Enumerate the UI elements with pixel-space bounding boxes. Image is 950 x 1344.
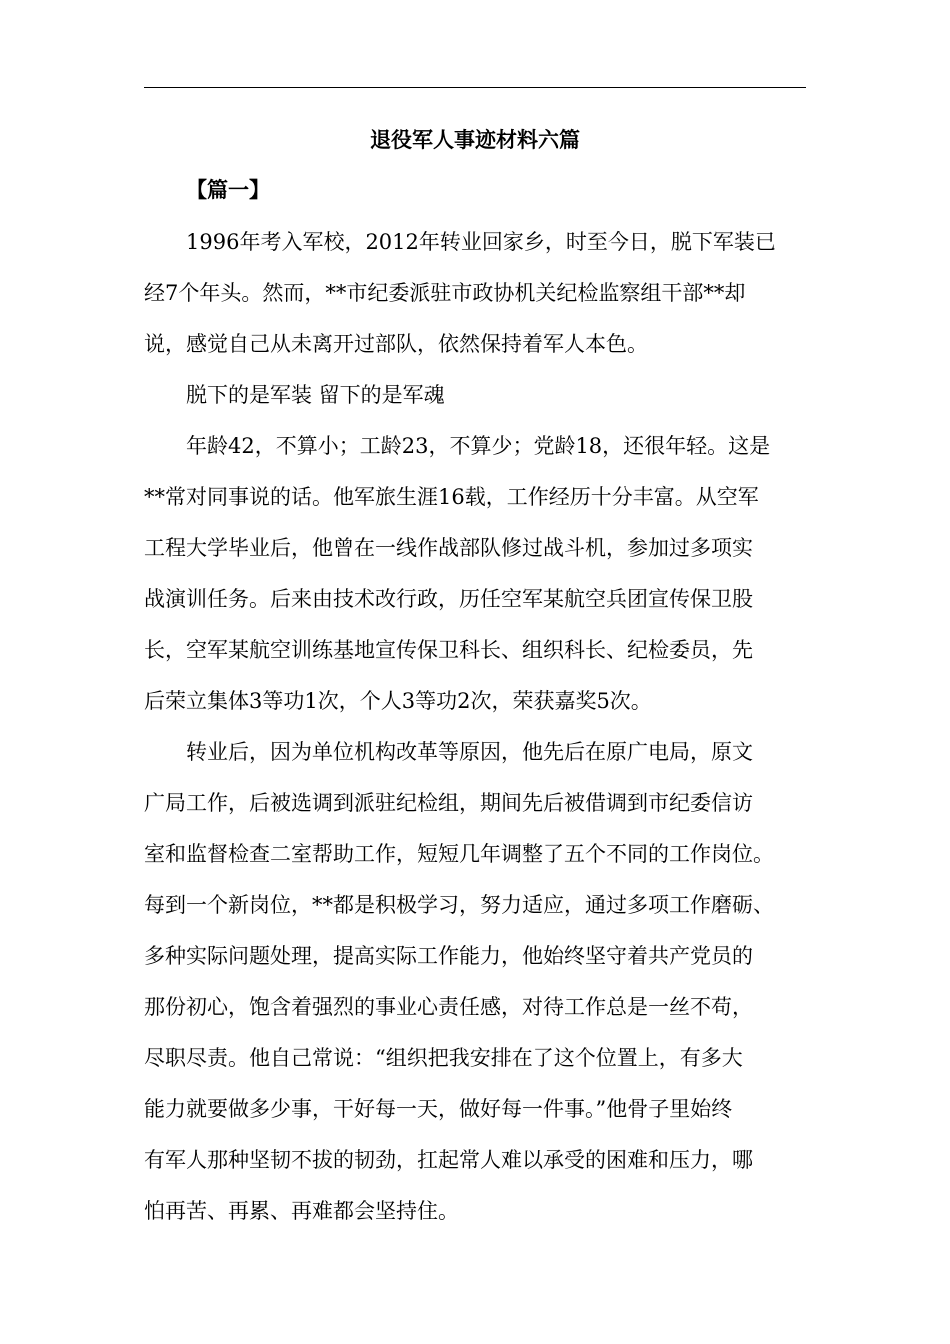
paragraph-line: 怕再苦、再累、再难都会坚持住。: [144, 1199, 459, 1223]
paragraph-line: 1996年考入军校，2012年转业回家乡，时至今日，脱下军装已: [186, 230, 776, 254]
header-rule: [144, 87, 806, 88]
paragraph-line: 工程大学毕业后，他曾在一线作战部队修过战斗机，参加过多项实: [144, 536, 753, 560]
subheading: 脱下的是军装 留下的是军魂: [186, 383, 445, 407]
paragraph-line: 有军人那种坚韧不拔的韧劲，扛起常人难以承受的困难和压力，哪: [144, 1148, 753, 1172]
paragraph-line: 能力就要做多少事，干好每一天，做好每一件事。”他骨子里始终: [144, 1097, 733, 1121]
paragraph-line: 经7个年头。然而，**市纪委派驻市政协机关纪检监察组干部**却: [144, 281, 746, 305]
paragraph-line: **常对同事说的话。他军旅生涯16载，工作经历十分丰富。从空军: [144, 485, 759, 509]
paragraph-line: 长，空军某航空训练基地宣传保卫科长、组织科长、纪检委员，先: [144, 638, 753, 662]
paragraph-line: 多种实际问题处理，提高实际工作能力，他始终坚守着共产党员的: [144, 944, 753, 968]
paragraph-line: 尽职尽责。他自己常说：“组织把我安排在了这个位置上，有多大: [144, 1046, 743, 1070]
paragraph-line: 室和监督检查二室帮助工作，短短几年调整了五个不同的工作岗位。: [144, 842, 774, 866]
paragraph-line: 年龄42，不算小；工龄23，不算少；党龄18，还很年轻。这是: [186, 434, 771, 458]
paragraph-line: 那份初心，饱含着强烈的事业心责任感，对待工作总是一丝不苟，: [144, 995, 753, 1019]
paragraph-line: 后荣立集体3等功1次，个人3等功2次，荣获嘉奖5次。: [144, 689, 652, 713]
paragraph-line: 转业后，因为单位机构改革等原因，他先后在原广电局，原文: [186, 740, 753, 764]
paragraph-line: 每到一个新岗位，**都是积极学习，努力适应，通过多项工作磨砺、: [144, 893, 774, 917]
paragraph-line: 说，感觉自己从未离开过部队，依然保持着军人本色。: [144, 332, 648, 356]
document-title: 退役军人事迹材料六篇: [370, 127, 580, 152]
section-label: 【篇一】: [186, 177, 270, 202]
paragraph-line: 战演训任务。后来由技术改行政，历任空军某航空兵团宣传保卫股: [144, 587, 753, 611]
paragraph-line: 广局工作，后被选调到派驻纪检组，期间先后被借调到市纪委信访: [144, 791, 753, 815]
